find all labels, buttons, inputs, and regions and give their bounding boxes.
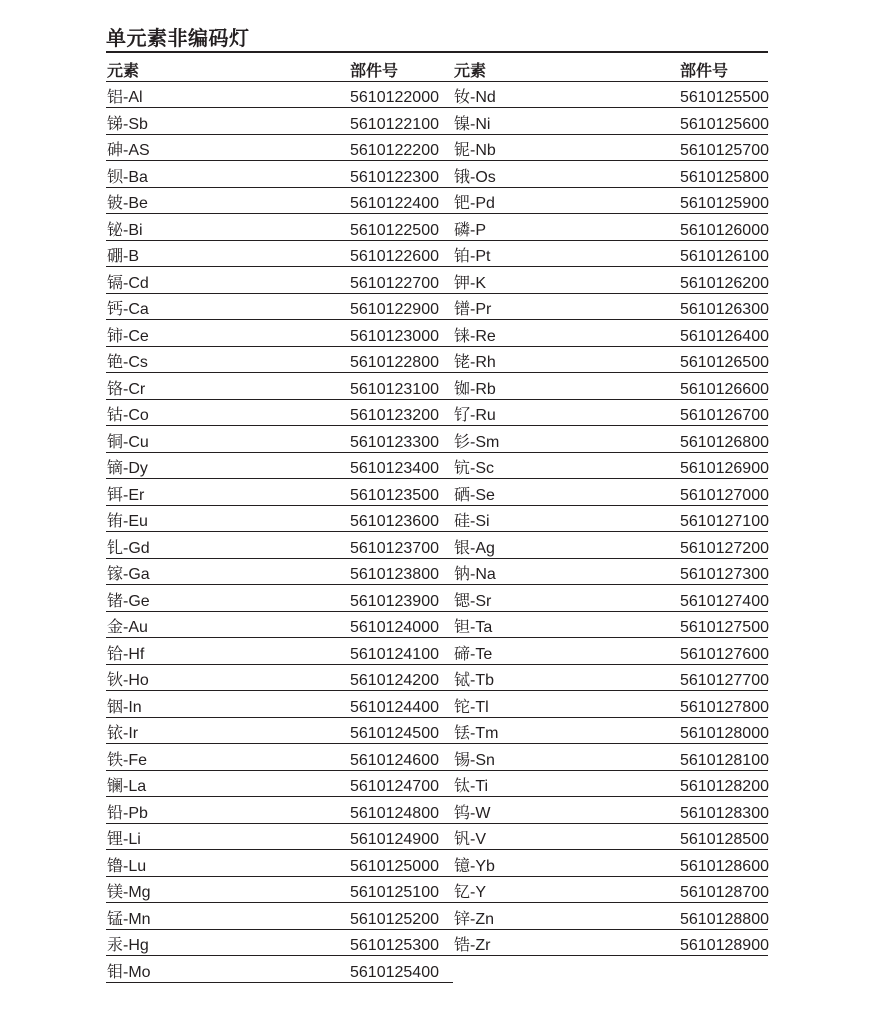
right-element-cell: 钾-K	[453, 267, 679, 294]
left-part-number-cell: 5610123600	[349, 505, 453, 532]
right-part-number-cell: 5610127600	[679, 638, 768, 665]
table-row	[106, 717, 768, 744]
table-row	[106, 903, 768, 930]
right-element-cell: 铂-Pt	[453, 240, 679, 267]
right-element-cell: 铥-Tm	[453, 717, 679, 744]
right-element-cell: 镨-Pr	[453, 293, 679, 320]
column-header-element: 元素	[453, 55, 679, 81]
left-part-number-cell: 5610125400	[349, 956, 453, 983]
left-element-cell: 铟-In	[106, 691, 349, 718]
left-element-cell: 锗-Ge	[106, 585, 349, 612]
right-part-number-cell: 5610127300	[679, 558, 768, 585]
left-element-cell: 镥-Lu	[106, 850, 349, 877]
left-part-number-cell: 5610122700	[349, 267, 453, 294]
right-part-number-cell: 5610127000	[679, 479, 768, 506]
left-part-number-cell: 5610124200	[349, 664, 453, 691]
right-element-cell: 钇-Y	[453, 876, 679, 903]
left-part-number-cell: 5610123300	[349, 426, 453, 453]
table-row	[106, 876, 768, 903]
left-part-number-cell: 5610123700	[349, 532, 453, 559]
table-row	[106, 956, 768, 983]
right-part-number-cell: 5610128600	[679, 850, 768, 877]
left-part-number-cell: 5610123400	[349, 452, 453, 479]
table-row	[106, 373, 768, 400]
left-element-cell: 铯-Cs	[106, 346, 349, 373]
left-part-number-cell: 5610122000	[349, 81, 453, 108]
right-element-cell: 铼-Re	[453, 320, 679, 347]
left-element-cell: 钼-Mo	[106, 956, 349, 983]
left-element-cell: 铈-Ce	[106, 320, 349, 347]
right-part-number-cell: 5610127400	[679, 585, 768, 612]
table-row	[106, 638, 768, 665]
right-part-number-cell: 5610128100	[679, 744, 768, 771]
left-element-cell: 铅-Pb	[106, 797, 349, 824]
left-part-number-cell: 5610125200	[349, 903, 453, 930]
table-row	[106, 479, 768, 506]
right-element-cell: 硅-Si	[453, 505, 679, 532]
right-part-number-cell: 5610127500	[679, 611, 768, 638]
right-element-cell: 钒-V	[453, 823, 679, 850]
left-part-number-cell: 5610125300	[349, 929, 453, 956]
left-part-number-cell: 5610122300	[349, 161, 453, 188]
left-part-number-cell: 5610124400	[349, 691, 453, 718]
left-element-cell: 铒-Er	[106, 479, 349, 506]
right-part-number-cell: 5610128900	[679, 929, 768, 956]
lamp-parts-table	[106, 55, 768, 983]
right-part-number-cell: 5610125600	[679, 108, 768, 135]
left-element-cell: 锑-Sb	[106, 108, 349, 135]
column-header-element: 元素	[106, 55, 349, 81]
table-row	[106, 240, 768, 267]
left-element-cell: 锰-Mn	[106, 903, 349, 930]
right-element-cell: 铷-Rb	[453, 373, 679, 400]
left-element-cell: 镝-Dy	[106, 452, 349, 479]
page-title: 单元素非编码灯	[106, 28, 250, 50]
right-element-cell: 碲-Te	[453, 638, 679, 665]
right-part-number-cell: 5610127800	[679, 691, 768, 718]
right-element-cell: 磷-P	[453, 214, 679, 241]
table-row	[106, 267, 768, 294]
right-element-cell: 锆-Zr	[453, 929, 679, 956]
right-element-cell: 钕-Nd	[453, 81, 679, 108]
left-element-cell: 锂-Li	[106, 823, 349, 850]
left-element-cell: 钡-Ba	[106, 161, 349, 188]
right-element-cell: 锶-Sr	[453, 585, 679, 612]
left-element-cell: 汞-Hg	[106, 929, 349, 956]
left-part-number-cell: 5610124600	[349, 744, 453, 771]
table-row	[106, 399, 768, 426]
left-element-cell: 钆-Gd	[106, 532, 349, 559]
right-element-cell: 锌-Zn	[453, 903, 679, 930]
table-row	[106, 850, 768, 877]
right-element-cell: 银-Ag	[453, 532, 679, 559]
right-part-number-cell: 5610126500	[679, 346, 768, 373]
table-body	[106, 81, 768, 982]
table-row	[106, 346, 768, 373]
left-element-cell: 镓-Ga	[106, 558, 349, 585]
table-row	[106, 744, 768, 771]
left-part-number-cell: 5610124800	[349, 797, 453, 824]
left-element-cell: 钙-Ca	[106, 293, 349, 320]
right-element-cell: 钽-Ta	[453, 611, 679, 638]
right-part-number-cell: 5610126300	[679, 293, 768, 320]
right-element-cell: 铊-Tl	[453, 691, 679, 718]
left-element-cell: 钬-Ho	[106, 664, 349, 691]
left-part-number-cell: 5610124000	[349, 611, 453, 638]
right-part-number-cell: 5610126800	[679, 426, 768, 453]
right-part-number-cell: 5610126600	[679, 373, 768, 400]
right-element-cell: 镍-Ni	[453, 108, 679, 135]
table-row	[106, 532, 768, 559]
left-part-number-cell: 5610122200	[349, 134, 453, 161]
left-part-number-cell: 5610125000	[349, 850, 453, 877]
table-row	[106, 797, 768, 824]
right-part-number-cell: 5610125700	[679, 134, 768, 161]
table-row	[106, 161, 768, 188]
table-row	[106, 611, 768, 638]
left-element-cell: 金-Au	[106, 611, 349, 638]
left-part-number-cell: 5610122600	[349, 240, 453, 267]
left-part-number-cell: 5610122800	[349, 346, 453, 373]
right-part-number-cell: 5610126100	[679, 240, 768, 267]
table-row	[106, 320, 768, 347]
left-element-cell: 铁-Fe	[106, 744, 349, 771]
left-element-cell: 铱-Ir	[106, 717, 349, 744]
right-part-number-cell: 5610128300	[679, 797, 768, 824]
left-part-number-cell: 5610123200	[349, 399, 453, 426]
left-part-number-cell: 5610124900	[349, 823, 453, 850]
table-row	[106, 929, 768, 956]
right-part-number-cell: 5610125900	[679, 187, 768, 214]
right-element-cell: 钨-W	[453, 797, 679, 824]
right-element-cell: 钠-Na	[453, 558, 679, 585]
right-element-cell	[453, 956, 679, 983]
table-header-row	[106, 55, 768, 81]
right-element-cell: 锡-Sn	[453, 744, 679, 771]
right-part-number-cell: 5610128200	[679, 770, 768, 797]
left-part-number-cell: 5610122500	[349, 214, 453, 241]
right-part-number-cell: 5610128800	[679, 903, 768, 930]
left-part-number-cell: 5610125100	[349, 876, 453, 903]
left-part-number-cell: 5610124500	[349, 717, 453, 744]
right-part-number-cell	[679, 956, 768, 983]
left-part-number-cell: 5610123900	[349, 585, 453, 612]
right-part-number-cell: 5610127700	[679, 664, 768, 691]
left-element-cell: 铍-Be	[106, 187, 349, 214]
table-row	[106, 664, 768, 691]
table-row	[106, 108, 768, 135]
right-part-number-cell: 5610128000	[679, 717, 768, 744]
table-row	[106, 452, 768, 479]
right-element-cell: 钛-Ti	[453, 770, 679, 797]
left-part-number-cell: 5610124100	[349, 638, 453, 665]
left-element-cell: 铜-Cu	[106, 426, 349, 453]
right-element-cell: 钐-Sm	[453, 426, 679, 453]
right-element-cell: 钪-Sc	[453, 452, 679, 479]
left-element-cell: 镉-Cd	[106, 267, 349, 294]
right-element-cell: 硒-Se	[453, 479, 679, 506]
table-row	[106, 691, 768, 718]
right-part-number-cell: 5610128500	[679, 823, 768, 850]
left-part-number-cell: 5610123800	[349, 558, 453, 585]
table-row	[106, 585, 768, 612]
right-element-cell: 铽-Tb	[453, 664, 679, 691]
left-part-number-cell: 5610124700	[349, 770, 453, 797]
table-row	[106, 293, 768, 320]
table-row	[106, 426, 768, 453]
right-element-cell: 锇-Os	[453, 161, 679, 188]
right-part-number-cell: 5610126200	[679, 267, 768, 294]
table-row	[106, 823, 768, 850]
left-element-cell: 铪-Hf	[106, 638, 349, 665]
right-part-number-cell: 5610126900	[679, 452, 768, 479]
left-part-number-cell: 5610123500	[349, 479, 453, 506]
right-element-cell: 镱-Yb	[453, 850, 679, 877]
left-element-cell: 镧-La	[106, 770, 349, 797]
left-element-cell: 铝-Al	[106, 81, 349, 108]
column-header-part-number: 部件号	[679, 55, 768, 81]
left-part-number-cell: 5610122400	[349, 187, 453, 214]
right-part-number-cell: 5610128700	[679, 876, 768, 903]
left-part-number-cell: 5610122900	[349, 293, 453, 320]
right-part-number-cell: 5610126700	[679, 399, 768, 426]
left-element-cell: 铬-Cr	[106, 373, 349, 400]
left-element-cell: 砷-AS	[106, 134, 349, 161]
table-row	[106, 558, 768, 585]
left-element-cell: 硼-B	[106, 240, 349, 267]
left-element-cell: 铋-Bi	[106, 214, 349, 241]
table-row	[106, 214, 768, 241]
left-part-number-cell: 5610123100	[349, 373, 453, 400]
right-part-number-cell: 5610126000	[679, 214, 768, 241]
right-part-number-cell: 5610125800	[679, 161, 768, 188]
left-part-number-cell: 5610123000	[349, 320, 453, 347]
title-divider	[106, 51, 768, 53]
table-row	[106, 187, 768, 214]
table-row	[106, 770, 768, 797]
right-part-number-cell: 5610127100	[679, 505, 768, 532]
right-element-cell: 钯-Pd	[453, 187, 679, 214]
left-element-cell: 铕-Eu	[106, 505, 349, 532]
left-element-cell: 钴-Co	[106, 399, 349, 426]
right-part-number-cell: 5610125500	[679, 81, 768, 108]
right-element-cell: 铑-Rh	[453, 346, 679, 373]
table-row	[106, 134, 768, 161]
right-element-cell: 钌-Ru	[453, 399, 679, 426]
table-row	[106, 505, 768, 532]
right-part-number-cell: 5610127200	[679, 532, 768, 559]
column-header-part-number: 部件号	[349, 55, 453, 81]
left-part-number-cell: 5610122100	[349, 108, 453, 135]
right-part-number-cell: 5610126400	[679, 320, 768, 347]
table-row	[106, 81, 768, 108]
right-element-cell: 铌-Nb	[453, 134, 679, 161]
left-element-cell: 镁-Mg	[106, 876, 349, 903]
